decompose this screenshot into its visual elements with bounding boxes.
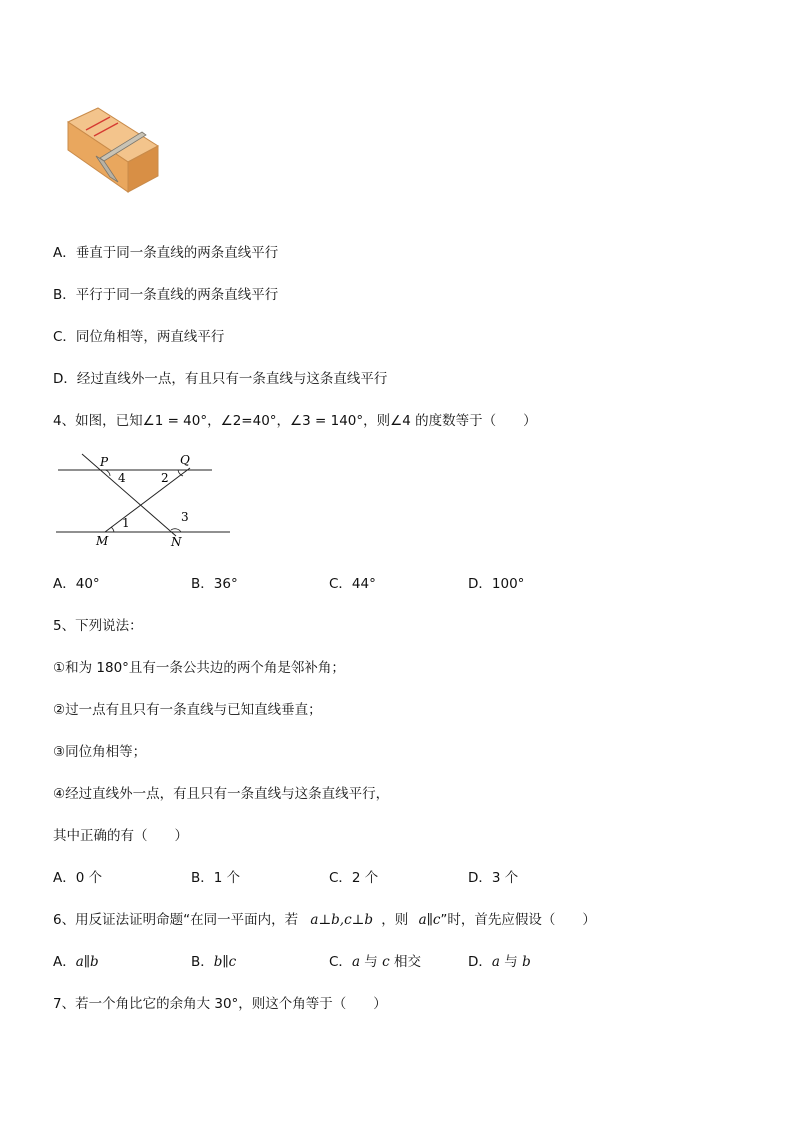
q6-option-c-with: 与	[364, 954, 378, 970]
q5-statement-3: ③同位角相等；	[53, 744, 147, 760]
label-angle-3: 3	[181, 510, 189, 524]
q6-option-d-with: 与	[504, 954, 518, 970]
q6-option-b-letter: B．	[191, 954, 214, 970]
q4-option-b: B．36°	[191, 576, 238, 592]
q6-option-d-a: a	[491, 954, 500, 970]
q5-stem: 5、下列说法：	[53, 618, 143, 634]
q6-option-c-letter: C．	[329, 954, 352, 970]
q6-option-c	[329, 950, 421, 970]
q6-conclusion: a∥c	[418, 912, 441, 928]
q6-option-c-rel: 相交	[393, 954, 421, 970]
q3-option-b: B．平行于同一条直线的两条直线平行	[53, 287, 279, 303]
q6-option-c-c: c	[382, 954, 390, 970]
q6-condition: a⊥b,c⊥b	[310, 912, 373, 928]
q7-stem: 7、若一个角比它的余角大 30°，则这个角等于（ ）	[53, 996, 387, 1012]
q4-stem: 4、如图，已知∠1 = 40°，∠2=40°，∠3 = 140°，则∠4 的度数等于（ ）	[53, 413, 537, 429]
q6-stem-post: ”时，首先应假设（ ）	[440, 912, 596, 928]
q3-option-d: D．经过直线外一点，有且只有一条直线与这条直线平行	[53, 371, 388, 387]
angle-1-arc	[111, 527, 114, 532]
q5-statement-1: ①和为 180°且有一条公共边的两个角是邻补角；	[53, 660, 345, 676]
q4-option-a: A．40°	[53, 576, 100, 592]
label-n: N	[171, 535, 182, 549]
label-m: M	[96, 534, 109, 548]
q6-option-d-b: b	[522, 954, 531, 970]
q6-option-d	[468, 950, 531, 970]
q6-stem-mid: ，则	[381, 912, 409, 928]
label-angle-4: 4	[118, 471, 126, 485]
q6-option-b	[191, 950, 236, 970]
q6-stem-pre: 6、用反证法证明命题“在同一平面内，若	[53, 912, 299, 928]
q6-option-d-letter: D．	[468, 954, 492, 970]
q3-option-a: A．垂直于同一条直线的两条直线平行	[53, 245, 279, 261]
label-q: Q	[180, 453, 190, 467]
parallel-lines-figure	[50, 450, 240, 550]
q6-option-c-a: a	[351, 954, 360, 970]
q4-option-d: D．100°	[468, 576, 525, 592]
q5-question: 其中正确的有（ ）	[53, 828, 188, 844]
q5-option-b: B．1 个	[191, 870, 241, 886]
q5-option-a: A．0 个	[53, 870, 103, 886]
wooden-block-figure	[60, 100, 170, 200]
label-p: P	[100, 455, 109, 469]
q6-option-b-math: b∥c	[213, 954, 237, 970]
q5-option-c: C．2 个	[329, 870, 379, 886]
q6-option-a	[53, 950, 99, 970]
q5-statement-2: ②过一点有且只有一条直线与已知直线垂直；	[53, 702, 322, 718]
label-angle-1: 1	[122, 516, 130, 530]
q4-option-c: C．44°	[329, 576, 376, 592]
label-angle-2: 2	[161, 471, 169, 485]
q3-option-c: C．同位角相等，两直线平行	[53, 329, 225, 345]
q5-option-d: D．3 个	[468, 870, 519, 886]
q6-option-a-math: a∥b	[75, 954, 99, 970]
q6-stem	[53, 908, 596, 928]
q6-option-a-letter: A．	[53, 954, 76, 970]
q5-statement-4: ④经过直线外一点，有且只有一条直线与这条直线平行，	[53, 786, 390, 802]
